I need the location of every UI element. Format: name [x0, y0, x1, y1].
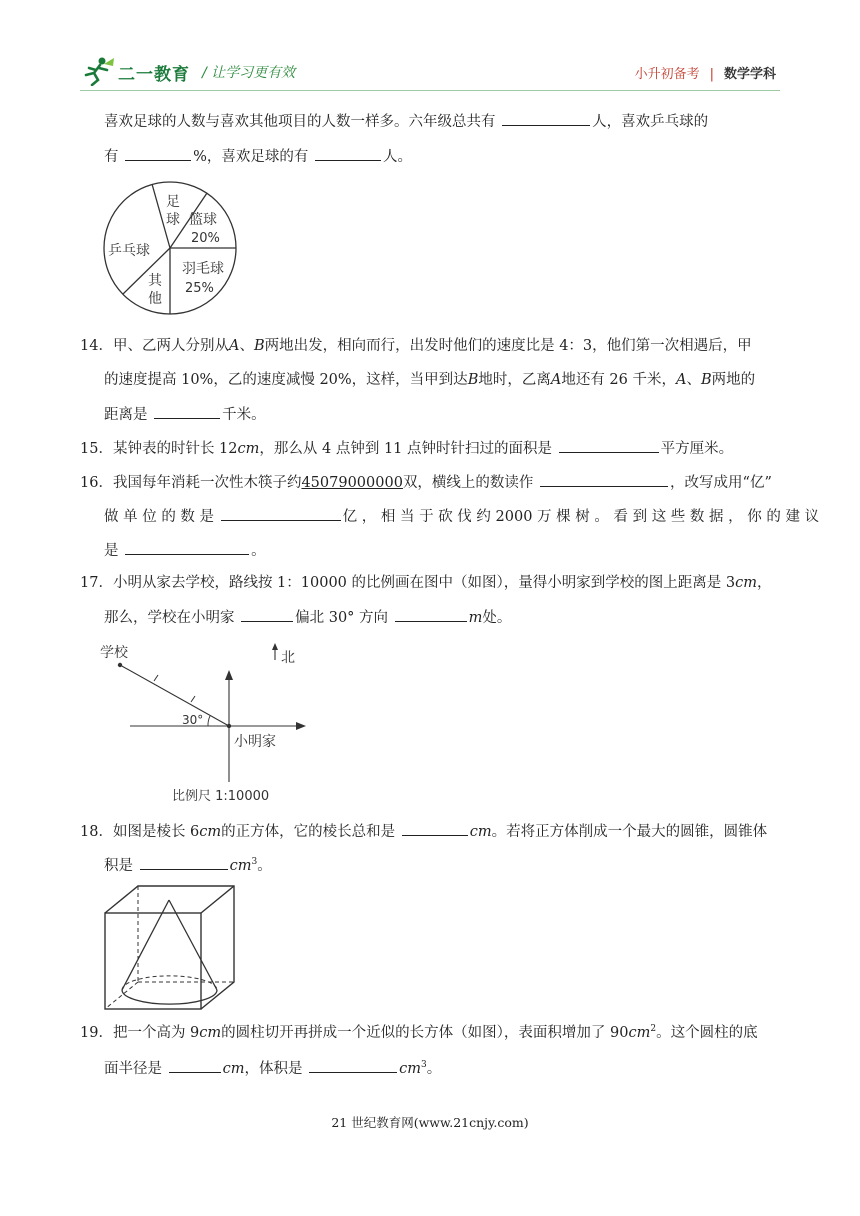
pie-label-other-2: 他	[148, 291, 162, 307]
q15-text-a: 15．某钟表的时针长 12	[80, 441, 238, 457]
q18-blank-edge-sum[interactable]	[402, 820, 468, 836]
pie-value-basketball: 20%	[191, 231, 220, 246]
q14-var-a2: A	[550, 372, 562, 388]
q16-text-d: 做 单 位 的 数 是	[104, 509, 215, 525]
header-divider	[80, 90, 780, 91]
q16-line2	[104, 505, 819, 527]
q18-cube-cone-figure	[100, 882, 240, 1012]
q17-unit-m: m	[468, 610, 483, 626]
q13-text-c: 有	[104, 149, 119, 165]
q13-line2	[104, 145, 412, 167]
q18-unit2: cm	[469, 824, 492, 840]
q15-unit: cm	[237, 441, 260, 457]
q16-underlined-number: 45079000000	[301, 475, 403, 491]
q14-text-g: 距离是	[104, 407, 148, 423]
q18-line2	[104, 854, 272, 876]
q17-unit: cm	[735, 575, 757, 591]
q14-sep: 、	[239, 338, 254, 354]
q19-exponent1: 2	[650, 1024, 657, 1035]
q14-var-b: B	[253, 338, 265, 354]
q13-pie-chart	[100, 178, 250, 316]
header-separator: |	[709, 67, 714, 82]
q19-unit3: cm	[222, 1061, 245, 1077]
q19-text-d: 面半径是	[104, 1061, 162, 1077]
q14-text-d: 地时，乙离	[478, 372, 551, 388]
q13-blank-football-count[interactable]	[315, 145, 381, 161]
pie-label-other-1: 其	[148, 273, 162, 289]
q16-text-b: 双，横线上的数读作	[402, 475, 534, 491]
diagram-label-angle: 30°	[182, 713, 204, 727]
q16-line1	[80, 471, 772, 493]
q19-exponent2: 3	[420, 1060, 427, 1071]
q19-unit4: cm	[399, 1061, 421, 1077]
q16-text-e: 亿 ， 相 当 于 砍 伐 约 2000 万 棵 树 。 看 到 这 些 数 据 ， 你 的 建 议	[342, 509, 820, 525]
pie-value-badminton: 25%	[185, 281, 214, 296]
q18-text-a: 18．如图是棱长 6	[80, 824, 200, 840]
q19-unit1: cm	[199, 1025, 222, 1041]
q18-text-d: 积是	[104, 858, 133, 874]
q14-var-b2: B	[467, 372, 479, 388]
q16-text-a: 16．我国每年消耗一次性木筷子约	[80, 475, 302, 491]
q16-text-f: 是	[104, 543, 119, 559]
diagram-label-scale: 比例尺 1:10000	[172, 789, 270, 804]
q19-blank-radius[interactable]	[169, 1057, 221, 1073]
q18-text-e: 。	[257, 858, 272, 874]
q17-direction-diagram	[98, 640, 318, 806]
q19-line2	[104, 1057, 441, 1079]
q15-blank-area[interactable]	[559, 437, 659, 453]
q14-line1	[80, 336, 752, 356]
q19-text-e: ，体积是	[244, 1061, 303, 1077]
q13-text-a: 喜欢足球的人数与喜欢其他项目的人数一样多。六年级总共有	[104, 114, 496, 130]
q14-var-a3: A	[676, 372, 687, 388]
q17-text-c: 那么，学校在小明家	[104, 610, 235, 626]
q13-text-e: 人。	[383, 149, 412, 165]
slogan: / 让学习更有效	[202, 65, 296, 81]
q13-blank-pingpong-percent[interactable]	[125, 145, 191, 161]
q14-text-b: 两地出发，相向而行，出发时他们的速度比是 4：3，他们第一次相遇后，甲	[264, 338, 752, 354]
q14-text-e: 地还有 26 千米，	[561, 372, 676, 388]
q14-line3	[104, 403, 266, 425]
q19-text-b: 的圆柱切开再拼成一个近似的长方体（如图），表面积增加了 90	[221, 1025, 629, 1041]
q14-text-h: 千米。	[222, 407, 266, 423]
q14-var-b3: B	[700, 372, 712, 388]
q14-blank-distance[interactable]	[154, 403, 220, 419]
q16-text-g: 。	[251, 543, 266, 559]
q17-line2	[104, 606, 511, 628]
q18-line1	[80, 820, 767, 842]
q19-unit2: cm	[628, 1025, 651, 1041]
q14-text-f: 两地的	[711, 372, 756, 388]
q16-blank-reading[interactable]	[540, 471, 668, 487]
q19-text-f: 。	[426, 1061, 442, 1077]
q14-sep2: 、	[686, 372, 701, 388]
pie-label-football-2: 球	[166, 212, 180, 228]
q14-line2	[104, 370, 755, 390]
pie-label-pingpong: 乒乓球	[108, 243, 150, 259]
logo-text: 二一教育	[118, 65, 190, 85]
q19-line1	[80, 1023, 758, 1043]
q13-line1	[104, 110, 708, 132]
page-header	[80, 54, 780, 94]
q18-unit3: cm	[229, 858, 252, 874]
q17-text-d: 偏北 30° 方向	[295, 610, 389, 626]
q16-line3	[104, 539, 266, 561]
q18-blank-cone-volume[interactable]	[140, 854, 228, 870]
q14-var-a: A	[228, 338, 240, 354]
q13-text-b: 人，喜欢乒乓球的	[592, 114, 709, 130]
q18-text-c: 。若将正方体削成一个最大的圆锥，圆锥体	[491, 824, 768, 840]
q13-text-d: %，喜欢足球的有	[193, 149, 309, 165]
q15-text-c: 平方厘米。	[660, 441, 734, 457]
q13-blank-total[interactable]	[502, 110, 590, 126]
exam-label: 小升初备考	[634, 67, 700, 82]
q17-blank-direction[interactable]	[241, 606, 293, 622]
diagram-label-north: 北	[281, 650, 295, 666]
q14-text-a: 14．甲、乙两人分别从	[80, 338, 229, 354]
q19-text-c: 。这个圆柱的底	[656, 1025, 758, 1041]
q16-blank-yi[interactable]	[221, 505, 341, 521]
pie-label-badminton: 羽毛球	[182, 261, 224, 277]
q17-text-e: 处。	[482, 610, 512, 626]
q18-unit1: cm	[199, 824, 222, 840]
diagram-label-home: 小明家	[234, 734, 276, 750]
q19-text-a: 19．把一个高为 9	[80, 1025, 200, 1041]
q17-text-a: 17．小明从家去学校，路线按 1：10000 的比例画在图中（如图），量得小明家到学校的图上距离是 3	[80, 575, 736, 591]
pie-label-basketball: 篮球	[189, 212, 217, 228]
diagram-label-school: 学校	[100, 645, 128, 661]
q17-text-b: ，	[756, 575, 772, 591]
page-footer: 21 世纪教育网(www.21cnjy.com)	[331, 1115, 529, 1130]
q16-blank-suggestion[interactable]	[125, 539, 249, 555]
pie-label-football-1: 足	[166, 194, 180, 210]
q14-text-c: 的速度提高 10%，乙的速度减慢 20%，这样，当甲到达	[104, 372, 468, 388]
q17-line1	[80, 573, 771, 593]
q15-text-b: ，那么从 4 点钟到 11 点钟时针扫过的面积是	[259, 441, 553, 457]
q16-text-c: ，改写成用“亿”	[670, 475, 772, 491]
q15-line	[80, 437, 733, 459]
q18-exponent: 3	[251, 857, 258, 868]
header-right	[635, 63, 776, 82]
runner-logo-icon	[80, 56, 116, 86]
q19-blank-volume[interactable]	[309, 1057, 397, 1073]
q18-text-b: 的正方体，它的棱长总和是	[221, 824, 396, 840]
q17-blank-meters[interactable]	[395, 606, 467, 622]
subject-label: 数学学科	[723, 67, 776, 82]
